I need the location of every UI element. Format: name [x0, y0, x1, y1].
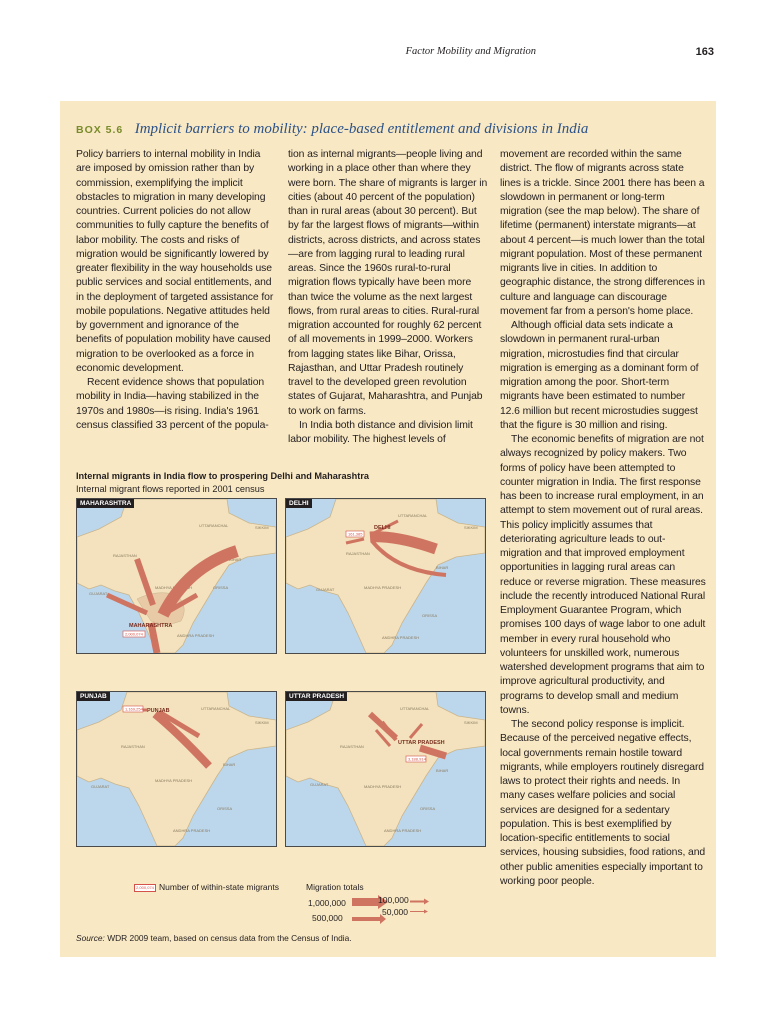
map-panel-punjab: [76, 691, 277, 847]
map-label-uttaranchal: UTTARANCHAL: [199, 523, 229, 528]
map-label-bihar: BIHAR: [223, 762, 236, 767]
paragraph: movement are recorded within the same district. The flow of migrants across state lines is a trickle. Since 2001 there has been a slowdown in permanent or long-term migration (see the map below). The share of lifetime (permanent) interstate migrants—at about 4 percent—is much lower than the total migrant population. Most of these permanent migrants live in cities. In addition to geographic distance, the strong differences in culture and language can discourage movement far from a person's home place.: [500, 149, 705, 317]
india-map: [286, 692, 485, 846]
legend-row-1000000: [308, 898, 346, 908]
map-panel-uttar-pradesh: [285, 691, 486, 847]
map-label-bihar: BIHAR: [436, 768, 449, 773]
panel-label: UTTAR PRADESH: [286, 692, 347, 701]
state-label: PUNJAB: [147, 708, 170, 714]
legend-value: 500,000: [312, 913, 343, 923]
legend-value: 50,000: [382, 907, 408, 917]
running-title: Factor Mobility and Migration: [405, 46, 536, 57]
map-label-andhra-pradesh: ANDHRA PRADESH: [384, 828, 422, 833]
map-label-madhya-pradesh: MADHYA PRADESH: [364, 784, 402, 789]
map-label-gujarat: GUJARAT: [91, 784, 110, 789]
paragraph: Recent evidence shows that population mobility in India—having stabilized in the 1970s and 1980s—is rising. India's 1961 census classified 33 percent of the popula-: [76, 377, 269, 431]
box-title: Implicit barriers to mobility: place-based entitlement and divisions in India: [134, 121, 589, 137]
panel-count: 1,169,254: [125, 706, 143, 712]
box-5-6: [60, 101, 716, 957]
box-header: [76, 120, 588, 138]
paragraph: tion as internal migrants—people living and working in a place other than where they were born. The share of migrants is larger in cities (about 40 percent of the population) than in rural areas (about 30 percent). But by far the largest flows of migrants—within districts, across districts, and across states—are from lagging rural to leading rural areas. Since the 1960s rural-to-rural migration flows typically have been more than twice the volume as the next largest flows, from rural areas to cities. Rural-rural migration accounted for roughly 62 percent of all movements in 1999–2000. Workers from lagging states like Bihar, Orissa, Rajasthan, and Uttar Pradesh routinely travel to the developed green revolution states of Gujarat, Maharashtra, and Punjab to work on farms.: [288, 149, 488, 417]
india-map: [286, 499, 485, 653]
map-label-sikkim: SIKKIM: [464, 720, 478, 725]
legend-value: 100,000: [378, 895, 409, 905]
india-map: [77, 692, 276, 846]
panel-label: MAHARASHTRA: [77, 499, 134, 508]
paragraph: In India both distance and division limit labor mobility. The highest levels of: [288, 419, 473, 445]
paragraph: The economic benefits of migration are not always recognized by policy makers. Two forms of policy have been attempted to counter migration in India. The first response has been to increase rural employment, in an attempt to stem movement out of rural areas. This policy implicitly assumes that deteriorating agriculture leads to out-migration and that improved employment opportunities in lagging rural areas can reduce or reverse migration. These measures include the recently introduced National Rural Employment Guarantee Program, which promises 100 days of wage labor to one adult member in every rural household who volunteers for unskilled work, numerous watershed development programs that aim to improve agricultural productivity, and programs to develop small and medium towns.: [500, 434, 706, 716]
map-label-madhya-pradesh: MADHYA PRADESH: [155, 585, 193, 590]
map-panel-delhi: [285, 498, 486, 654]
text-column-3: [500, 148, 706, 889]
map-label-andhra-pradesh: ANDHRA PRADESH: [382, 635, 420, 640]
paragraph: The second policy response is implicit. Because of the perceived negative effects, local governments remain hostile toward migrants, while employers routinely disregard laws to protect their rights and needs. In many cases welfare policies and social services are designed for a sedentary population. This is best exemplified by location-specific entitlements to social services, housing subsidies, food rations, and other public amenities especially important to working poor people.: [500, 719, 706, 887]
map-label-uttaranchal: UTTARANCHAL: [400, 706, 430, 711]
map-label-rajasthan: RAJASTHAN: [121, 744, 145, 749]
map-label-gujarat: GUJARAT: [310, 782, 329, 787]
map-label-madhya-pradesh: MADHYA PRADESH: [364, 585, 402, 590]
figure-subtitle: Internal migrant flows reported in 2001 census: [76, 484, 265, 494]
map-panel-maharashtra: [76, 498, 277, 654]
india-map: [77, 499, 276, 653]
map-label-andhra-pradesh: ANDHRA PRADESH: [177, 633, 215, 638]
map-label-andhra-pradesh: ANDHRA PRADESH: [173, 828, 211, 833]
figure-source: [76, 933, 352, 943]
map-label-sikkim: SIKKIM: [255, 720, 269, 725]
map-label-gujarat: GUJARAT: [89, 591, 108, 596]
map-label-orissa: ORISSA: [213, 585, 229, 590]
map-label-bihar: BIHAR: [436, 565, 449, 570]
legend-value: 1,000,000: [308, 898, 346, 908]
text-column-2: [288, 148, 490, 447]
map-label-madhya-pradesh: MADHYA PRADESH: [155, 778, 193, 783]
map-label-orissa: ORISSA: [217, 806, 233, 811]
legend-row-100000: [378, 895, 409, 905]
running-head: [0, 46, 768, 62]
panel-count: 3,188,914: [408, 756, 426, 762]
page-number: 163: [695, 46, 714, 58]
paragraph: Policy barriers to internal mobility in India are imposed by omission rather than by commission, exemplifying the implicit obstacles to migration in many developing countries. Current policies do not allow communities to fully capture the benefits of labor mobility. The costs and risks of migration would be significantly lowered by greater flexibility in the way households use public services and social entitlements, and in the deployment of targeted assistance for mobile populations. Negative attitudes held by government and ignorance of the benefits of population mobility have caused migration to be overlooked as a force in economic development.: [76, 149, 274, 374]
map-label-rajasthan: RAJASTHAN: [340, 744, 364, 749]
legend-arrows-small: [410, 898, 432, 916]
map-label-orissa: ORISSA: [422, 613, 438, 618]
paragraph: Although official data sets indicate a slowdown in permanent rural-urban migration, microstudies find that circular migration is emerging as a dominant form of migration among the poor. Short-term migrants have been estimated to number 12.6 million but recent microstudies suggest that the figure is 30 million and rising.: [500, 320, 699, 431]
map-label-uttaranchal: UTTARANCHAL: [398, 513, 428, 518]
panel-count: 2,000,074: [125, 631, 143, 637]
map-label-sikkim: SIKKIM: [255, 525, 269, 530]
text-column-1: [76, 148, 274, 433]
panel-label: DELHI: [286, 499, 312, 508]
map-label-orissa: ORISSA: [420, 806, 436, 811]
figure-title: Internal migrants in India flow to prospering Delhi and Maharashtra: [76, 471, 370, 481]
legend-within-state: [134, 882, 279, 892]
map-label-gujarat: GUJARAT: [316, 587, 335, 592]
legend-swatch: 2,000,074: [134, 884, 156, 892]
legend-row-500000: [312, 913, 343, 923]
map-label-uttaranchal: UTTARANCHAL: [201, 706, 231, 711]
box-label: BOX 5.6: [76, 124, 124, 136]
panel-count: 161,385: [348, 531, 363, 537]
legend-within-state-text: Number of within-state migrants: [159, 882, 279, 892]
state-label: DELHI: [374, 525, 391, 531]
panel-label: PUNJAB: [77, 692, 110, 701]
legend-row-50000: [382, 907, 408, 917]
map-label-sikkim: SIKKIM: [464, 525, 478, 530]
map-label-rajasthan: RAJASTHAN: [113, 553, 137, 558]
source-label: Source:: [76, 933, 105, 943]
state-label: UTTAR PRADESH: [398, 740, 445, 746]
state-label: MAHARASHTRA: [129, 623, 173, 629]
map-label-rajasthan: RAJASTHAN: [346, 551, 370, 556]
source-text: WDR 2009 team, based on census data from the Census of India.: [107, 933, 352, 943]
map-label-bihar: BIHAR: [229, 557, 242, 562]
legend-totals-title: Migration totals: [306, 882, 364, 892]
